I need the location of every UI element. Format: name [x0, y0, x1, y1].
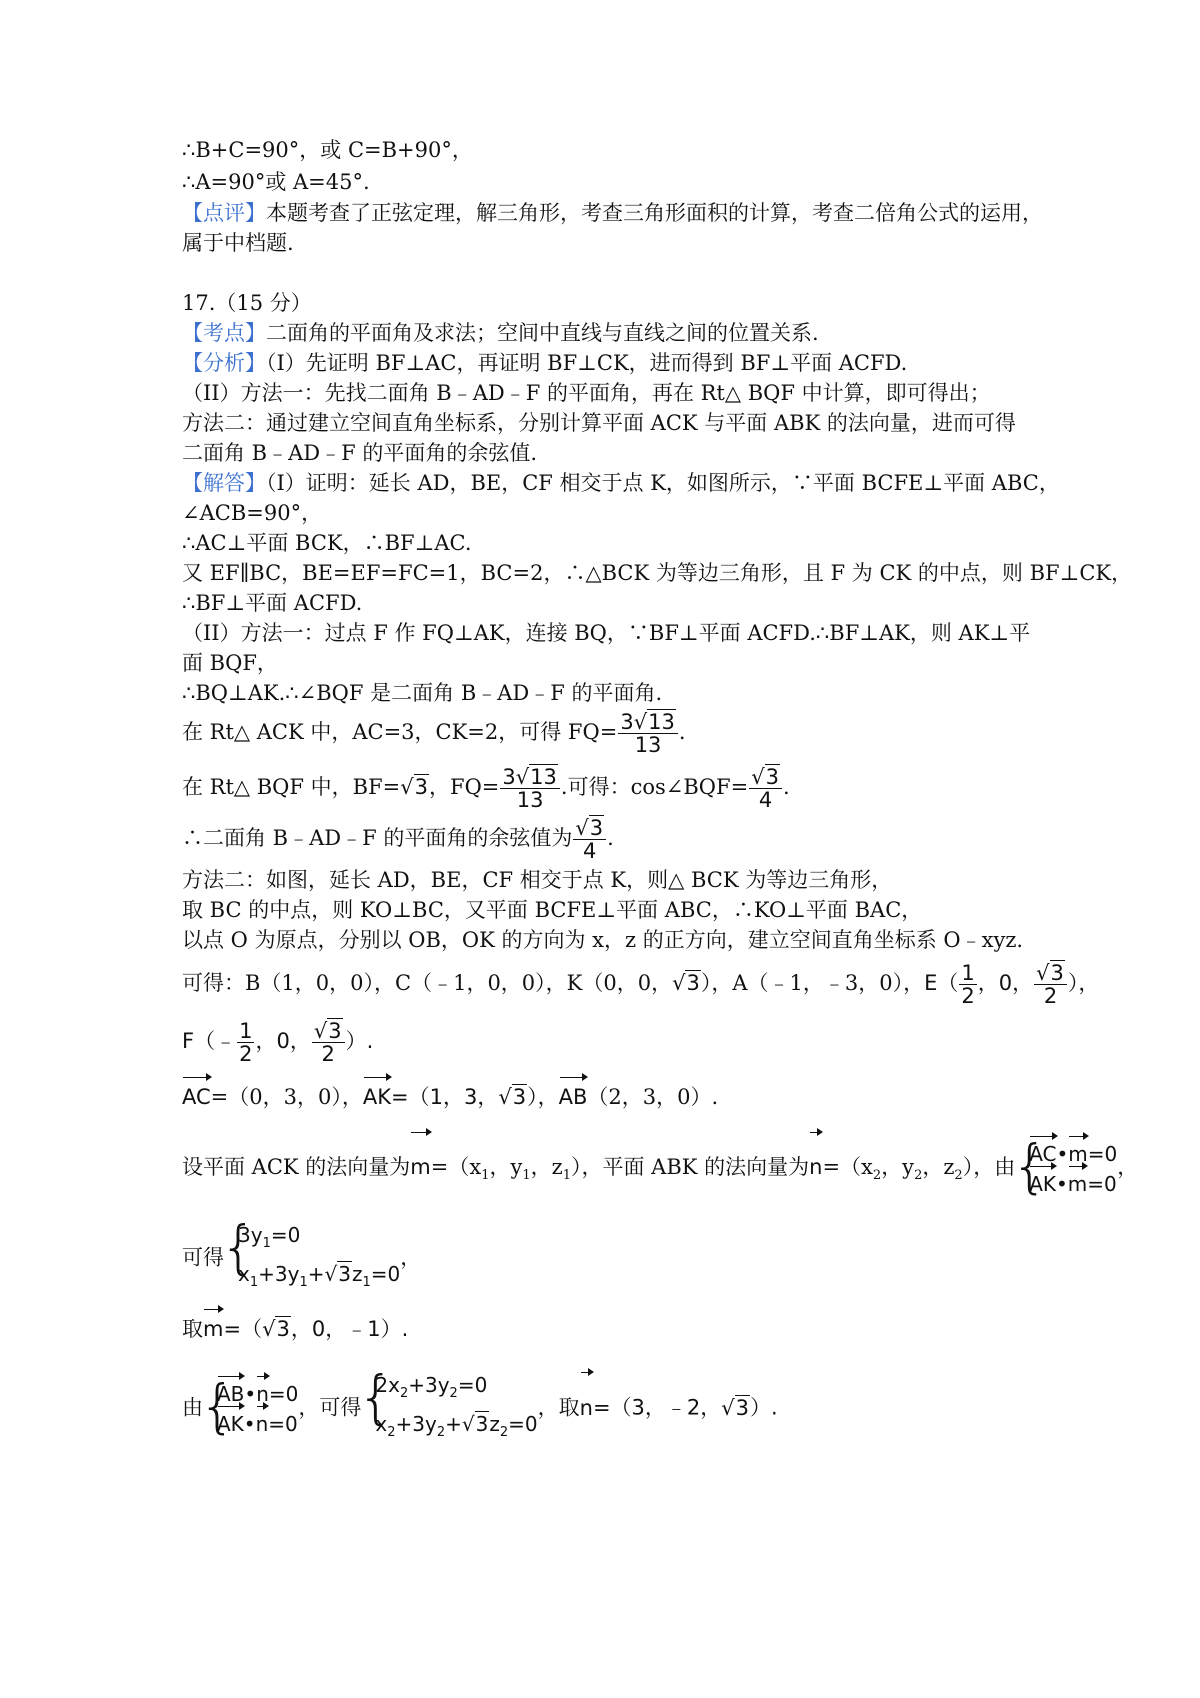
text-span: =（0，3，0）， — [210, 1085, 363, 1109]
text-span: 可得：B（1，0，0），C（﹣1，0，0），K（0，0， — [182, 971, 673, 995]
text-line — [182, 957, 1100, 1009]
review-text: 本题考查了正弦定理，解三角形，考查三角形面积的计算，考查二倍角公式的运用， — [266, 201, 1043, 225]
fraction: $\frac{√3}{4}$ — [749, 766, 782, 811]
text-line: ∴二面角 B﹣AD﹣F 的平面角的余弦值为 $\frac{√3}{4}$ . — [182, 816, 614, 863]
text-span: ，取 — [537, 1395, 580, 1420]
text-span: 可得 — [182, 1245, 224, 1270]
sqrt: √3 — [672, 971, 700, 995]
text-line: ∴AC⊥平面 BCK，∴BF⊥AC. — [182, 531, 472, 555]
text-span: ），平面 ABK 的法向量为 — [571, 1155, 810, 1179]
review-tag: 【点评】 — [182, 201, 266, 225]
text-line: 属于中档题. — [182, 231, 294, 255]
fraction: $\frac{1}{2}$ — [961, 961, 975, 1008]
text-span: （2，3，0）. — [587, 1085, 719, 1109]
text-span: ∴二面角 B﹣AD﹣F 的平面角的余弦值为 — [182, 826, 573, 850]
text-span: 设平面 ACK 的法向量为 — [182, 1155, 411, 1179]
vector-m: m — [203, 1312, 223, 1346]
fraction: $\frac{3√13}{13}$ — [500, 766, 560, 811]
equation-system: { AB•n=0 AK•n=0 — [203, 1379, 298, 1439]
text-line — [182, 1370, 1050, 1440]
fraction: $\frac{1}{2}$ — [239, 1019, 253, 1066]
text-line: 在 Rt△ BQF 中，BF=√3，FQ= $\frac{3√13}{13}$ .可得：cos∠BQF= $\frac{√3}{4}$ . — [182, 765, 790, 812]
text-line: （II）方法一：先找二面角 B﹣AD﹣F 的平面角，再在 Rt△ BQF 中计算，即可得出； — [182, 381, 991, 405]
fraction: $\frac{√3}{2}$ — [1034, 962, 1067, 1007]
text-line: 取 BC 的中点，则 KO⊥BC，又平面 BCFE⊥平面 ABC，∴KO⊥平面 BAC， — [182, 898, 923, 922]
text-span: ，0， — [977, 971, 1034, 995]
solution-tag: 【解答】 — [182, 471, 266, 495]
text-span: 在 Rt△ BQF 中，BF= — [182, 775, 401, 799]
text-span: =（x — [430, 1155, 482, 1179]
text-span: ），A（﹣1，﹣3，0）， — [700, 971, 925, 995]
text-span: 由 — [182, 1395, 203, 1420]
fraction: $\frac{3√13}{13}$ — [618, 711, 678, 756]
text-line — [182, 468, 1060, 498]
text-line: ∴BF⊥平面 ACFD. — [182, 591, 363, 615]
text-line: 以点 O 为原点，分别以 OB，OK 的方向为 x，z 的正方向，建立空间直角坐标系 O﹣xyz. — [182, 928, 1024, 952]
text-line: 在 Rt△ ACK 中，AC=3，CK=2，可得 FQ= $\frac{3√13}{13}$ . — [182, 710, 686, 757]
text-span: .可得：cos∠BQF= — [560, 775, 749, 799]
text-line — [182, 348, 1050, 378]
text-line: 二面角 B﹣AD﹣F 的平面角的余弦值. — [182, 441, 538, 465]
text-span: ）. — [345, 1029, 374, 1053]
fraction: $\frac{√3}{2}$ — [312, 1020, 345, 1065]
text-line: ∴B+C=90°，或 C=B+90°， — [182, 138, 473, 162]
vector-ac: AC — [182, 1080, 211, 1114]
text-span: F（﹣ — [182, 1029, 237, 1053]
text-span: ，可得 — [298, 1395, 362, 1420]
vector-n: n — [809, 1135, 822, 1199]
text-span: =（ — [223, 1317, 263, 1341]
text-line: （II）方法一：过点 F 作 FQ⊥AK，连接 BQ，∵BF⊥平面 ACFD.∴BF⊥AK，则 AK⊥平 — [182, 621, 1031, 645]
text-line: 方法二：通过建立空间直角坐标系，分别计算平面 ACK 与平面 ABK 的法向量，进而可得 — [182, 411, 1016, 435]
equation-system: { $3y_1=0$ $x_1+3y_1+√3z_1=0$ — [224, 1220, 400, 1298]
text-span: 在 Rt△ ACK 中，AC=3，CK=2，可得 FQ= — [182, 720, 618, 744]
sqrt: √3 — [262, 1317, 290, 1341]
text-span: ，0，﹣1）. — [290, 1317, 409, 1341]
text-span: ，FQ= — [429, 775, 500, 799]
text-line — [182, 1080, 1050, 1114]
fraction: $\frac{√3}{4}$ — [573, 817, 606, 862]
question-number: 17.（15 分） — [182, 291, 312, 315]
text-line: 设平面 ACK 的法向量为$m=(x_1$，$y_1$，$z_1$），平面 ABK 的法向量为$n=(x_2$，$y_2$，$z_2$），由 { AC•m=0 AK•m=0 ， — [182, 1135, 1050, 1199]
sqrt: √3 — [400, 775, 429, 799]
knowledge-point-text: 二面角的平面角及求法；空间中直线与直线之间的位置关系. — [266, 321, 819, 345]
text-line — [182, 1312, 1050, 1346]
text-span: =（3，﹣2， — [592, 1395, 722, 1420]
text-span: ，0， — [255, 1029, 311, 1053]
text-line: 可得 { $3y_1=0$ $x_1+3y_1+√3z_1=0$ ， — [182, 1220, 1050, 1286]
text-line: ∴A=90°或 A=45°. — [182, 170, 370, 194]
sqrt: √3 — [721, 1395, 750, 1420]
vector-n: n — [580, 1375, 593, 1441]
text-line: 方法二：如图，延长 AD，BE，CF 相交于点 K，则△ BCK 为等边三角形， — [182, 868, 893, 892]
vector-ab: AB — [559, 1080, 588, 1114]
sqrt: √3 — [498, 1085, 527, 1109]
vector-m: m — [410, 1135, 430, 1199]
text-span: =（1，3， — [391, 1085, 499, 1109]
text-line: ∴BQ⊥AK.∴∠BQF 是二面角 B﹣AD﹣F 的平面角. — [182, 681, 663, 705]
solution-text: （I）证明：延长 AD，BE，CF 相交于点 K，如图所示，∵平面 BCFE⊥平面 ABC， — [266, 471, 1060, 495]
text-line — [182, 318, 1050, 348]
text-span: ）. — [750, 1395, 778, 1420]
text-line — [182, 198, 1050, 228]
knowledge-point-tag: 【考点】 — [182, 321, 266, 345]
text-span: ）， — [527, 1085, 559, 1109]
text-span: 取 — [182, 1317, 203, 1341]
text-line: ∠ACB=90°， — [182, 501, 323, 525]
equation-system: { $2x_2+3y_2=0$ $x_2+3y_2+√3z_2=0$ — [361, 1370, 537, 1448]
text-span: ）， — [1067, 971, 1100, 995]
vector-ak: AK — [363, 1080, 391, 1114]
text-line: 面 BQF， — [182, 651, 278, 675]
text-span: ），由 — [962, 1155, 1016, 1179]
analysis-text: （I）先证明 BF⊥AC，再证明 BF⊥CK，进而得到 BF⊥平面 ACFD. — [266, 351, 908, 375]
text-line — [182, 1015, 1050, 1067]
text-line: 又 EF∥BC，BE=EF=FC=1，BC=2，∴△BCK 为等边三角形，且 F 为 CK 的中点，则 BF⊥CK， — [182, 561, 1133, 585]
analysis-tag: 【分析】 — [182, 351, 266, 375]
text-span: E（ — [924, 971, 959, 995]
equation-system: { AC•m=0 AK•m=0 — [1015, 1139, 1117, 1199]
